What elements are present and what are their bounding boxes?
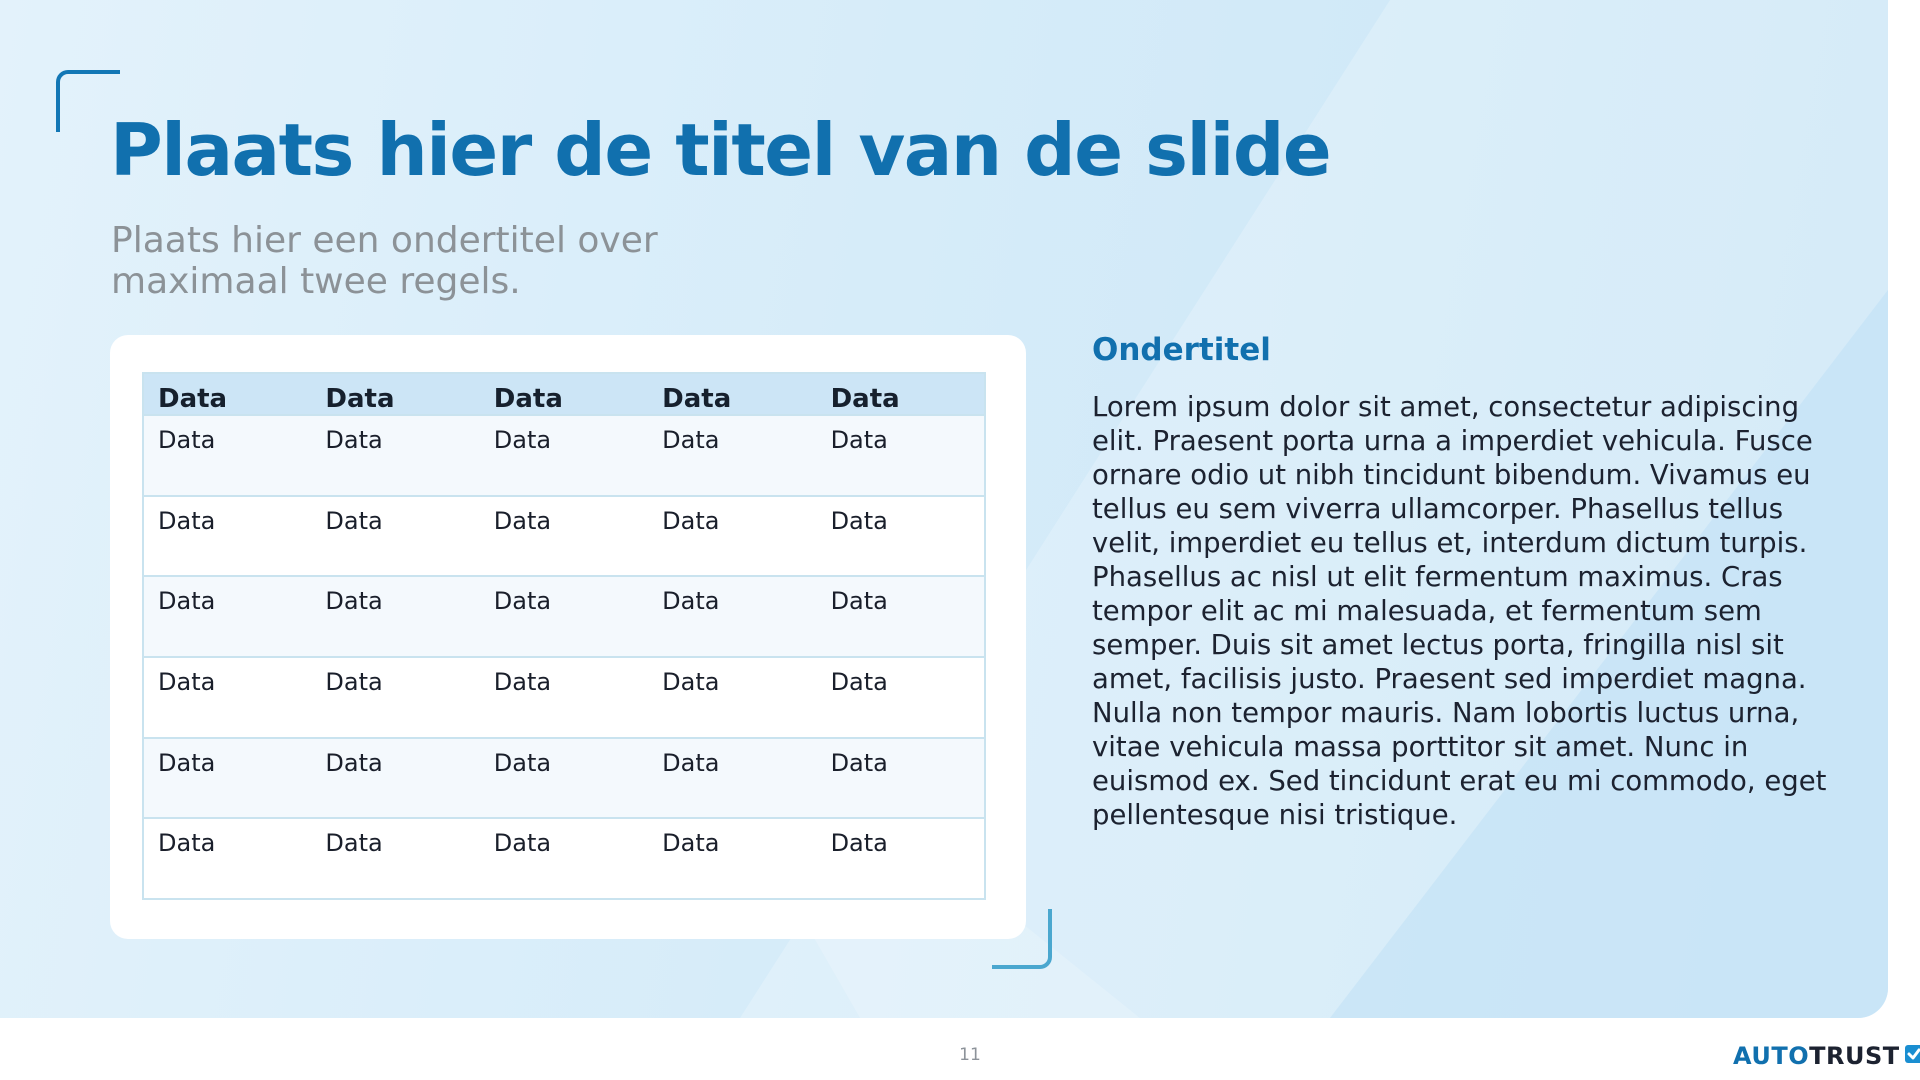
table-cell: Data: [325, 748, 383, 777]
table-row: [143, 576, 985, 657]
table-cell: Data: [493, 667, 552, 696]
table-cell: Data: [158, 426, 216, 454]
checkbox-check-icon: [1904, 1044, 1920, 1068]
table-header-cell: Data: [662, 384, 732, 414]
slide-title: Plaats hier de titel van de slide: [110, 108, 1331, 192]
table-row: [143, 657, 985, 738]
autotrust-logo: [1733, 1042, 1920, 1070]
side-body-text: Lorem ipsum dolor sit amet, consectetur adipiscing elit. Praesent porta urna a imperdiet vehicula. Fusce ornare odio ut nibh tincidunt bibendum. Vivamus eu tellus eu sem viverra ullamcorper. Phasellus tellus velit, imperdiet eu tellus et, interdum dictum turpis. Phasellus ac nisl ut elit fermentum maximus. Cras tempor elit ac mi malesuada, et fermentum sem semper. Duis sit amet lectus porta, fringilla nisl sit amet, facilisis justo. Praesent sed imperdiet magna. Nulla non tempor mauris. Nam lobortis luctus urna, vitae vehicula massa porttitor sit amet. Nunc in euismod ex. Sed tincidunt erat eu mi commodo, eget pellentesque nisi tristique.: [1092, 391, 1827, 831]
table-cell: Data: [158, 748, 216, 777]
table-cell: Data: [325, 587, 383, 616]
table-cell: Data: [830, 587, 888, 616]
table-cell: Data: [493, 829, 552, 858]
logo-wordmark: [1733, 1042, 1900, 1070]
table-cell: Data: [325, 426, 383, 454]
table-row: [143, 496, 985, 577]
table-row: [143, 415, 985, 496]
table-cell: Data: [830, 506, 888, 535]
table-cell: Data: [830, 426, 888, 454]
table-cell: Data: [493, 426, 552, 454]
corner-bracket-bottom-right: [992, 909, 1052, 969]
table-header-cell: Data: [158, 384, 228, 414]
table-card: [110, 335, 1026, 939]
logo-part-trust: TRUST: [1809, 1042, 1900, 1070]
table-cell: Data: [493, 506, 552, 535]
table-header-row: [143, 373, 985, 415]
table-header-cell: Data: [830, 384, 900, 414]
page-number: 11: [959, 1045, 981, 1065]
table-cell: Data: [158, 587, 216, 616]
table-cell: Data: [325, 829, 383, 858]
table-row: [143, 818, 985, 899]
table-cell: Data: [325, 506, 383, 535]
table-cell: Data: [662, 506, 720, 535]
table-cell: Data: [325, 667, 383, 696]
table-header-cell: Data: [493, 384, 563, 414]
table-cell: Data: [830, 667, 888, 696]
table-row: [143, 738, 985, 819]
data-table: [142, 372, 986, 900]
table-cell: Data: [493, 587, 552, 616]
table-cell: Data: [830, 748, 888, 777]
table-cell: Data: [662, 587, 720, 616]
table-cell: Data: [493, 748, 552, 777]
table-cell: Data: [662, 829, 720, 858]
table-header-cell: Data: [325, 384, 395, 414]
table-cell: Data: [662, 426, 720, 454]
slide-subtitle: Plaats hier een ondertitel over maximaal twee regels.: [111, 220, 658, 302]
table-cell: Data: [158, 829, 216, 858]
table-cell: Data: [158, 506, 216, 535]
table-cell: Data: [662, 748, 720, 777]
table-cell: Data: [830, 829, 888, 858]
table-cell: Data: [158, 667, 216, 696]
logo-part-auto: AUTO: [1733, 1042, 1810, 1070]
side-heading: Ondertitel: [1092, 332, 1271, 368]
table-cell: Data: [662, 667, 720, 696]
